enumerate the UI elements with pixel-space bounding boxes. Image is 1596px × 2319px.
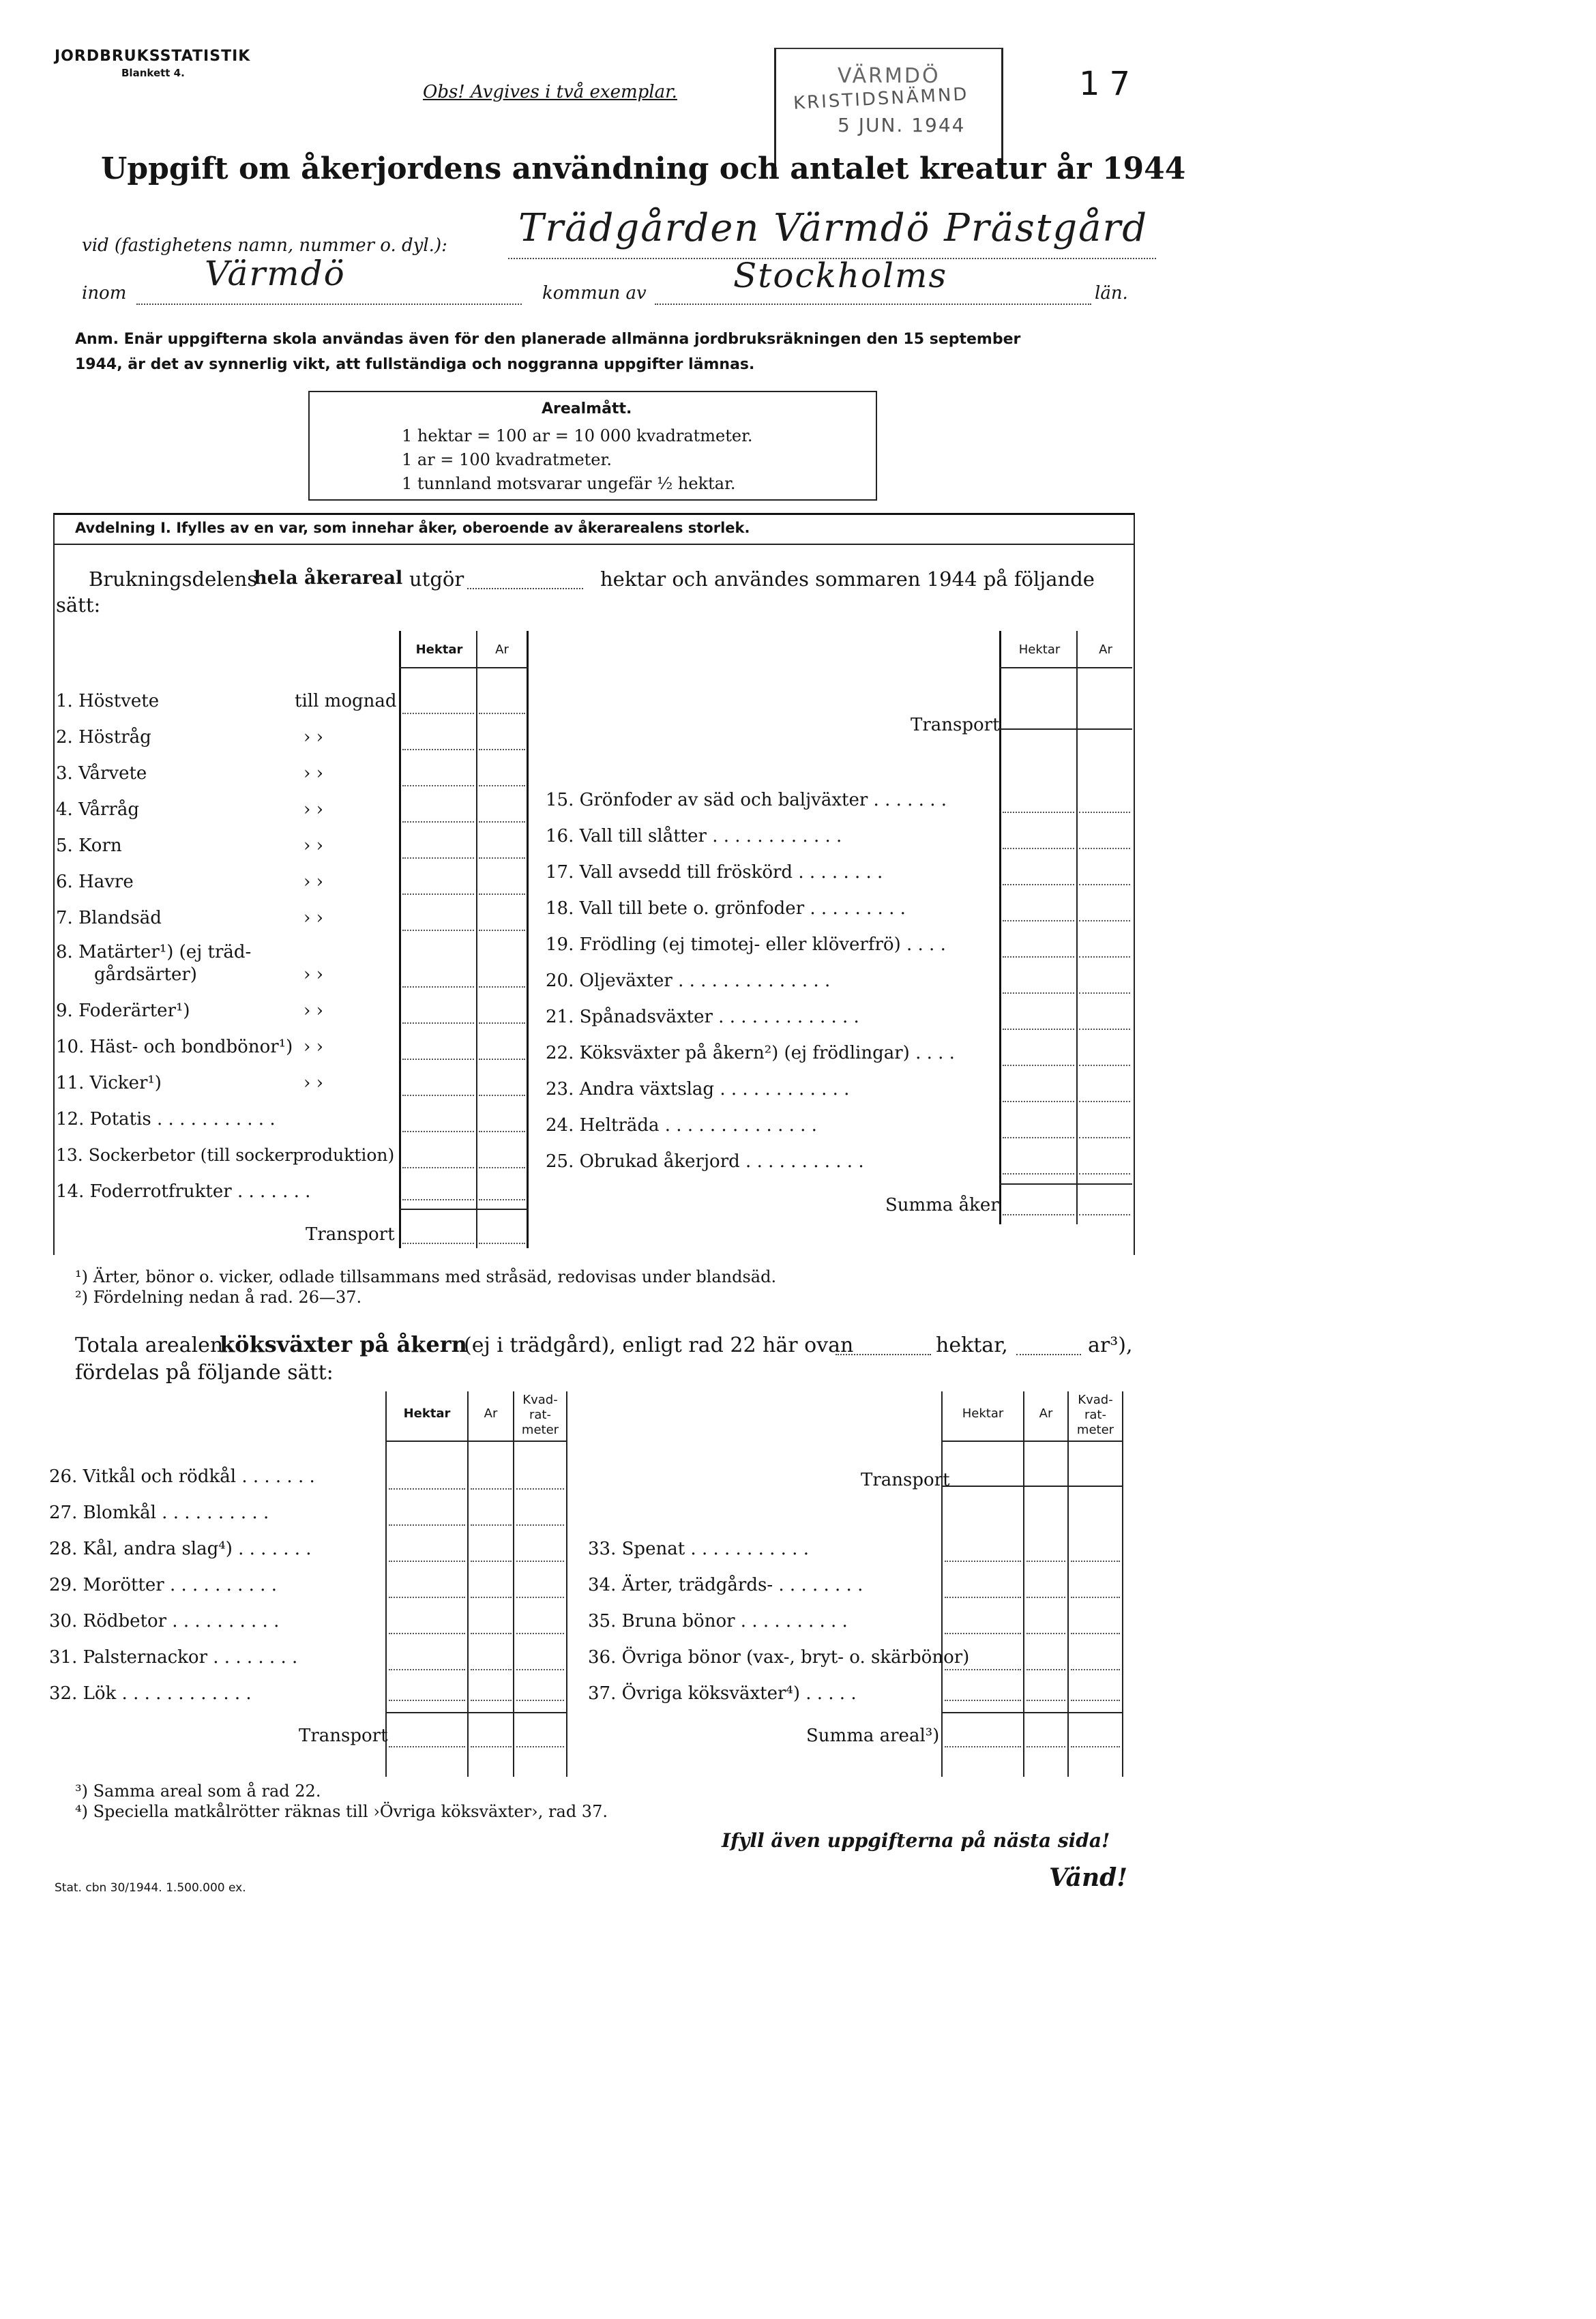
lan-handwritten[interactable]: Stockholms: [733, 256, 948, 295]
crop-17-ar[interactable]: [1079, 884, 1130, 885]
veg-36-kvm[interactable]: [1071, 1669, 1120, 1670]
crop-9-ar[interactable]: [479, 1022, 525, 1024]
veg-34-hektar[interactable]: [945, 1597, 1021, 1598]
crop-19-ar[interactable]: [1079, 956, 1130, 958]
kv-left-line4: [566, 1391, 567, 1777]
veg-33-ar[interactable]: [1026, 1561, 1065, 1562]
section2-intro-a: Totala arealen: [75, 1333, 224, 1357]
crop-2-ar[interactable]: [479, 749, 525, 750]
turn-page: Vänd!: [1049, 1863, 1128, 1892]
left-transport-ar[interactable]: [479, 1243, 525, 1244]
left-transport: Transport: [306, 1224, 395, 1245]
crop-25-hektar[interactable]: [1003, 1173, 1074, 1175]
crop-22-hektar[interactable]: [1003, 1065, 1074, 1066]
crop-17-hektar[interactable]: [1003, 884, 1074, 885]
veg-row-34: 34. Ärter, trädgårds- . . . . . . . .: [588, 1575, 863, 1595]
footnote-2: ²) Fördelning nedan å rad. 26—37.: [75, 1288, 362, 1307]
veg-29-hektar[interactable]: [389, 1597, 465, 1598]
crop-1-ar[interactable]: [479, 713, 525, 714]
veg-27-kvm[interactable]: [516, 1524, 564, 1526]
summa-aker-ar[interactable]: [1079, 1214, 1130, 1215]
kv-left-transport-rule: [385, 1712, 567, 1713]
veg-34-kvm[interactable]: [1071, 1597, 1120, 1598]
kv-right-line4: [1122, 1391, 1123, 1777]
left-header-rule: [399, 667, 529, 668]
area-box-line3: 1 tunnland motsvarar ungefär ½ hektar.: [402, 474, 736, 493]
stamp-line1: VÄRMDÖ: [838, 64, 941, 88]
crop-6-ar[interactable]: [479, 893, 525, 895]
crop-row-13: 13. Sockerbetor (till sockerproduktion): [56, 1145, 395, 1165]
kv-right-col-hektar: Hektar: [962, 1406, 1004, 1421]
crop-2-hektar[interactable]: [402, 749, 474, 750]
crop-row-20: 20. Oljeväxter . . . . . . . . . . . . . .: [546, 971, 831, 991]
veg-28-kvm[interactable]: [516, 1561, 564, 1562]
crop-row-12: 12. Potatis . . . . . . . . . . .: [56, 1109, 276, 1129]
section1-intro-c: utgör: [409, 567, 464, 591]
crop-12-ar[interactable]: [479, 1131, 525, 1132]
veg-37-ar[interactable]: [1026, 1700, 1065, 1701]
veg-row-37: 37. Övriga köksväxter⁴) . . . . .: [588, 1683, 857, 1704]
crop-row-23: 23. Andra växtslag . . . . . . . . . . . .: [546, 1079, 850, 1099]
crop-row-8a: 8. Matärter¹) (ej träd-: [56, 942, 252, 962]
summa-rule: [999, 1183, 1132, 1185]
crop-19-hektar[interactable]: [1003, 956, 1074, 958]
summa-areal-hektar[interactable]: [945, 1746, 1021, 1747]
veg-row-28: 28. Kål, andra slag⁴) . . . . . . .: [49, 1539, 312, 1559]
crop-3-hektar[interactable]: [402, 785, 474, 786]
lan-label: län.: [1095, 283, 1128, 304]
veg-row-32: 32. Lök . . . . . . . . . . . .: [49, 1683, 252, 1704]
footnote-3: ³) Samma areal som å rad 22.: [75, 1782, 321, 1801]
kv-left-col-hektar: Hektar: [403, 1406, 451, 1421]
crop-3-ar[interactable]: [479, 785, 525, 786]
crop-23-ar[interactable]: [1079, 1101, 1130, 1102]
crop-7-ar[interactable]: [479, 930, 525, 931]
veg-33-hektar[interactable]: [945, 1561, 1021, 1562]
section2-intro-b: köksväxter på åkern: [220, 1331, 467, 1357]
kv-right-line3: [1067, 1391, 1069, 1777]
veg-row-26: 26. Vitkål och rödkål . . . . . . .: [49, 1466, 315, 1487]
form-title: Uppgift om åkerjordens användning och antalet kreatur år 1944: [101, 151, 1186, 186]
kv-right-line2: [1023, 1391, 1024, 1777]
stamp-date: 5 JUN. 1944: [838, 114, 966, 136]
crop-21-ar[interactable]: [1079, 1029, 1130, 1030]
right-transport-rule: [999, 728, 1132, 730]
right-transport: Transport: [911, 715, 1000, 735]
veg-30-kvm[interactable]: [516, 1633, 564, 1634]
stamp-line2: KRISTIDSNÄMND: [793, 84, 970, 114]
section1-intro-a: Brukningsdelens: [89, 567, 258, 591]
crop-5-ar[interactable]: [479, 857, 525, 859]
veg-31-kvm[interactable]: [516, 1669, 564, 1670]
section1-intro-e: sätt:: [56, 593, 101, 617]
footnote-4: ⁴) Speciella matkålrötter räknas till ›Övriga köksväxter›, rad 37.: [75, 1802, 608, 1821]
crop-24-hektar[interactable]: [1003, 1137, 1074, 1138]
crop-4-ar[interactable]: [479, 821, 525, 823]
right-col-hektar: Hektar: [1018, 642, 1061, 657]
veg-26-kvm[interactable]: [516, 1488, 564, 1490]
section2-intro-d: hektar,: [936, 1333, 1008, 1357]
veg-32-ar[interactable]: [471, 1700, 512, 1701]
crop-13-hektar[interactable]: [402, 1167, 474, 1168]
veg-32-kvm[interactable]: [516, 1700, 564, 1701]
kv-right-header-rule: [941, 1441, 1123, 1442]
lan-dots: [655, 304, 1091, 305]
crop-row-7-qual: › ›: [304, 908, 324, 928]
area-measure-box: [308, 391, 877, 501]
area-box-line1: 1 hektar = 100 ar = 10 000 kvadratmeter.: [402, 426, 753, 445]
veg-33-kvm[interactable]: [1071, 1561, 1120, 1562]
section2-intro-e: ar³),: [1088, 1333, 1133, 1357]
area-box-line2: 1 ar = 100 kvadratmeter.: [402, 450, 612, 469]
crop-row-3: 3. Vårvete: [56, 763, 147, 784]
crop-row-18: 18. Vall till bete o. grönfoder . . . . . . . . .: [546, 898, 906, 919]
note-line1: Anm. Enär uppgifterna skola användas även för den planerade allmänna jordbruksräkningen den 15 september: [75, 331, 1021, 348]
veg-row-33: 33. Spenat . . . . . . . . . . .: [588, 1539, 809, 1559]
veg-row-31: 31. Palsternackor . . . . . . . .: [49, 1647, 298, 1668]
crop-row-5: 5. Korn: [56, 836, 122, 856]
crop-row-19: 19. Frödling (ej timotej- eller klöverfrö) . . . .: [546, 934, 946, 955]
area-box-title: Arealmått.: [542, 400, 632, 417]
note-line2: 1944, är det av synnerlig vikt, att fullständiga och noggranna uppgifter lämnas.: [75, 356, 755, 373]
crop-row-8b: gårdsärter): [94, 964, 197, 985]
crop-18-ar[interactable]: [1079, 920, 1130, 921]
veg-29-ar[interactable]: [471, 1597, 512, 1598]
vid-label: vid (fastighetens namn, nummer o. dyl.):: [82, 235, 447, 256]
kv-right-line1: [941, 1391, 943, 1777]
left-col-line3: [527, 631, 529, 1248]
veg-36-hektar[interactable]: [945, 1669, 1021, 1670]
summa-areal-ar[interactable]: [1026, 1746, 1065, 1747]
veg-32-hektar[interactable]: [389, 1700, 465, 1701]
veg-28-hektar[interactable]: [389, 1561, 465, 1562]
crop-14-ar[interactable]: [479, 1199, 525, 1200]
summa-areal-kvm[interactable]: [1071, 1746, 1120, 1747]
right-header-rule: [999, 667, 1132, 668]
summa-areal: Summa areal³): [806, 1726, 940, 1746]
crop-14-hektar[interactable]: [402, 1199, 474, 1200]
veg-row-36: 36. Övriga bönor (vax-, bryt- o. skärbönor): [588, 1647, 970, 1668]
crop-row-1: 1. Höstvete: [56, 691, 160, 711]
crop-row-8-qual: › ›: [304, 964, 324, 985]
crop-10-hektar[interactable]: [402, 1059, 474, 1060]
section2-hektar-dots[interactable]: [836, 1354, 931, 1355]
kv-left-transport-ar[interactable]: [471, 1746, 512, 1747]
crop-1-hektar[interactable]: [402, 713, 474, 714]
vid-handwritten[interactable]: Trädgården Värmdö Prästgård: [518, 206, 1149, 250]
left-transport-hektar[interactable]: [402, 1243, 474, 1244]
crop-7-hektar[interactable]: [402, 930, 474, 931]
crop-9-hektar[interactable]: [402, 1022, 474, 1024]
veg-26-hektar[interactable]: [389, 1488, 465, 1490]
crop-25-ar[interactable]: [1079, 1173, 1130, 1175]
total-area-dots[interactable]: [467, 588, 583, 589]
right-col-line2: [1076, 631, 1078, 1224]
veg-37-hektar[interactable]: [945, 1700, 1021, 1701]
crop-row-22: 22. Köksväxter på åkern²) (ej frödlingar) . . . .: [546, 1043, 955, 1063]
crop-20-ar[interactable]: [1079, 992, 1130, 994]
crop-22-ar[interactable]: [1079, 1065, 1130, 1066]
veg-37-kvm[interactable]: [1071, 1700, 1120, 1701]
kv-summa-rule: [941, 1712, 1123, 1713]
page-number: 17: [1079, 65, 1140, 103]
section1-frame: [53, 513, 1135, 1255]
veg-26-ar[interactable]: [471, 1488, 512, 1490]
print-info: Stat. cbn 30/1944. 1.500.000 ex.: [55, 1881, 246, 1895]
section1-heading: Avdelning I. Ifylles av en var, som innehar åker, oberoende av åkerarealens storlek.: [75, 520, 750, 536]
crop-20-hektar[interactable]: [1003, 992, 1074, 994]
crop-row-11: 11. Vicker¹): [56, 1073, 162, 1093]
kv-left-line1: [385, 1391, 387, 1777]
summa-aker-hektar[interactable]: [1003, 1214, 1074, 1215]
inom-dots: [136, 304, 522, 305]
crop-6-hektar[interactable]: [402, 893, 474, 895]
left-col-line1: [399, 631, 401, 1248]
section1-intro-b: hela åkerareal: [254, 567, 403, 589]
right-col-ar: Ar: [1099, 642, 1112, 657]
veg-30-hektar[interactable]: [389, 1633, 465, 1634]
left-col-hektar: Hektar: [415, 642, 463, 657]
crop-21-hektar[interactable]: [1003, 1029, 1074, 1030]
crop-13-ar[interactable]: [479, 1167, 525, 1168]
footnote-1: ¹) Ärter, bönor o. vicker, odlade tillsammans med stråsäd, redovisas under blandsäd.: [75, 1267, 777, 1286]
crop-18-hektar[interactable]: [1003, 920, 1074, 921]
veg-28-ar[interactable]: [471, 1561, 512, 1562]
crop-16-hektar[interactable]: [1003, 848, 1074, 849]
kv-left-transport: Transport: [299, 1726, 388, 1746]
kv-right-col-ar: Ar: [1039, 1406, 1053, 1421]
section1-intro-d: hektar och användes sommaren 1944 på följande: [600, 567, 1095, 591]
kv-left-col-kvm: Kvad- rat- meter: [521, 1393, 559, 1437]
kv-right-transport-rule: [941, 1486, 1123, 1487]
veg-34-ar[interactable]: [1026, 1597, 1065, 1598]
section2-ar-dots[interactable]: [1016, 1354, 1081, 1355]
crop-8-hektar[interactable]: [402, 986, 474, 988]
agency-name: JORDBRUKSSTATISTIK: [55, 48, 251, 65]
crop-row-4-qual: › ›: [304, 799, 324, 820]
crop-row-2: 2. Höstråg: [56, 727, 151, 748]
crop-row-15: 15. Grönfoder av säd och baljväxter . . . . . . .: [546, 790, 947, 810]
crop-11-hektar[interactable]: [402, 1095, 474, 1096]
left-col-ar: Ar: [495, 642, 509, 657]
crop-11-ar[interactable]: [479, 1095, 525, 1096]
veg-35-hektar[interactable]: [945, 1633, 1021, 1634]
kv-left-col-ar: Ar: [484, 1406, 498, 1421]
crop-row-10-qual: › ›: [304, 1037, 324, 1057]
crop-row-6: 6. Havre: [56, 872, 134, 892]
crop-row-4: 4. Vårråg: [56, 799, 139, 820]
veg-35-ar[interactable]: [1026, 1633, 1065, 1634]
veg-27-ar[interactable]: [471, 1524, 512, 1526]
crop-24-ar[interactable]: [1079, 1137, 1130, 1138]
kv-left-line2: [467, 1391, 469, 1777]
veg-30-ar[interactable]: [471, 1633, 512, 1634]
veg-row-29: 29. Morötter . . . . . . . . . .: [49, 1575, 277, 1595]
next-page-reminder: Ifyll även uppgifterna på nästa sida!: [722, 1829, 1110, 1852]
kv-right-col-kvm: Kvad- rat- meter: [1076, 1393, 1114, 1437]
crop-5-hektar[interactable]: [402, 857, 474, 859]
crop-15-ar[interactable]: [1079, 812, 1130, 813]
crop-row-17: 17. Vall avsedd till fröskörd . . . . . . . .: [546, 862, 883, 883]
kommun-label: kommun av: [542, 283, 647, 304]
veg-row-35: 35. Bruna bönor . . . . . . . . . .: [588, 1611, 848, 1631]
crop-10-ar[interactable]: [479, 1059, 525, 1060]
veg-31-ar[interactable]: [471, 1669, 512, 1670]
crop-15-hektar[interactable]: [1003, 812, 1074, 813]
inom-handwritten[interactable]: Värmdö: [205, 254, 346, 293]
left-transport-rule: [399, 1209, 529, 1210]
form-number: Blankett 4.: [121, 67, 185, 79]
crop-row-1-qual: till mognad: [295, 691, 397, 711]
crop-row-14: 14. Foderrotfrukter . . . . . . .: [56, 1181, 311, 1202]
crop-row-6-qual: › ›: [304, 872, 324, 892]
veg-row-30: 30. Rödbetor . . . . . . . . . .: [49, 1611, 280, 1631]
kv-left-transport-hektar[interactable]: [389, 1746, 465, 1747]
crop-row-7: 7. Blandsäd: [56, 908, 162, 928]
veg-27-hektar[interactable]: [389, 1524, 465, 1526]
kv-left-header-rule: [385, 1441, 567, 1442]
crop-row-25: 25. Obrukad åkerjord . . . . . . . . . . .: [546, 1151, 864, 1172]
copies-note: Obs! Avgives i två exemplar.: [423, 82, 677, 102]
veg-row-27: 27. Blomkål . . . . . . . . . .: [49, 1503, 269, 1523]
kv-right-transport: Transport: [861, 1470, 950, 1490]
crop-row-16: 16. Vall till slåtter . . . . . . . . . . . .: [546, 826, 842, 846]
crop-row-3-qual: › ›: [304, 763, 324, 784]
crop-row-24: 24. Helträda . . . . . . . . . . . . . .: [546, 1115, 817, 1136]
crop-row-2-qual: › ›: [304, 727, 324, 748]
section2-intro-c: (ej i trädgård), enligt rad 22 här ovan: [464, 1333, 854, 1357]
crop-row-9: 9. Foderärter¹): [56, 1001, 190, 1021]
veg-31-hektar[interactable]: [389, 1669, 465, 1670]
crop-row-9-qual: › ›: [304, 1001, 324, 1021]
crop-row-21: 21. Spånadsväxter . . . . . . . . . . . . .: [546, 1007, 859, 1027]
crop-row-5-qual: › ›: [304, 836, 324, 856]
crop-4-hektar[interactable]: [402, 821, 474, 823]
crop-row-11-qual: › ›: [304, 1073, 324, 1093]
crop-row-10: 10. Häst- och bondbönor¹): [56, 1037, 293, 1057]
kv-left-line3: [513, 1391, 514, 1777]
section2-intro-f: fördelas på följande sätt:: [75, 1361, 334, 1385]
veg-36-ar[interactable]: [1026, 1669, 1065, 1670]
crop-23-hektar[interactable]: [1003, 1101, 1074, 1102]
veg-29-kvm[interactable]: [516, 1597, 564, 1598]
kv-left-transport-kvm[interactable]: [516, 1746, 564, 1747]
crop-16-ar[interactable]: [1079, 848, 1130, 849]
section1-heading-rule: [53, 544, 1134, 545]
inom-label: inom: [82, 283, 127, 304]
summa-aker: Summa åker: [885, 1195, 999, 1215]
crop-12-hektar[interactable]: [402, 1131, 474, 1132]
veg-35-kvm[interactable]: [1071, 1633, 1120, 1634]
crop-8-ar[interactable]: [479, 986, 525, 988]
left-col-line2: [476, 631, 477, 1248]
